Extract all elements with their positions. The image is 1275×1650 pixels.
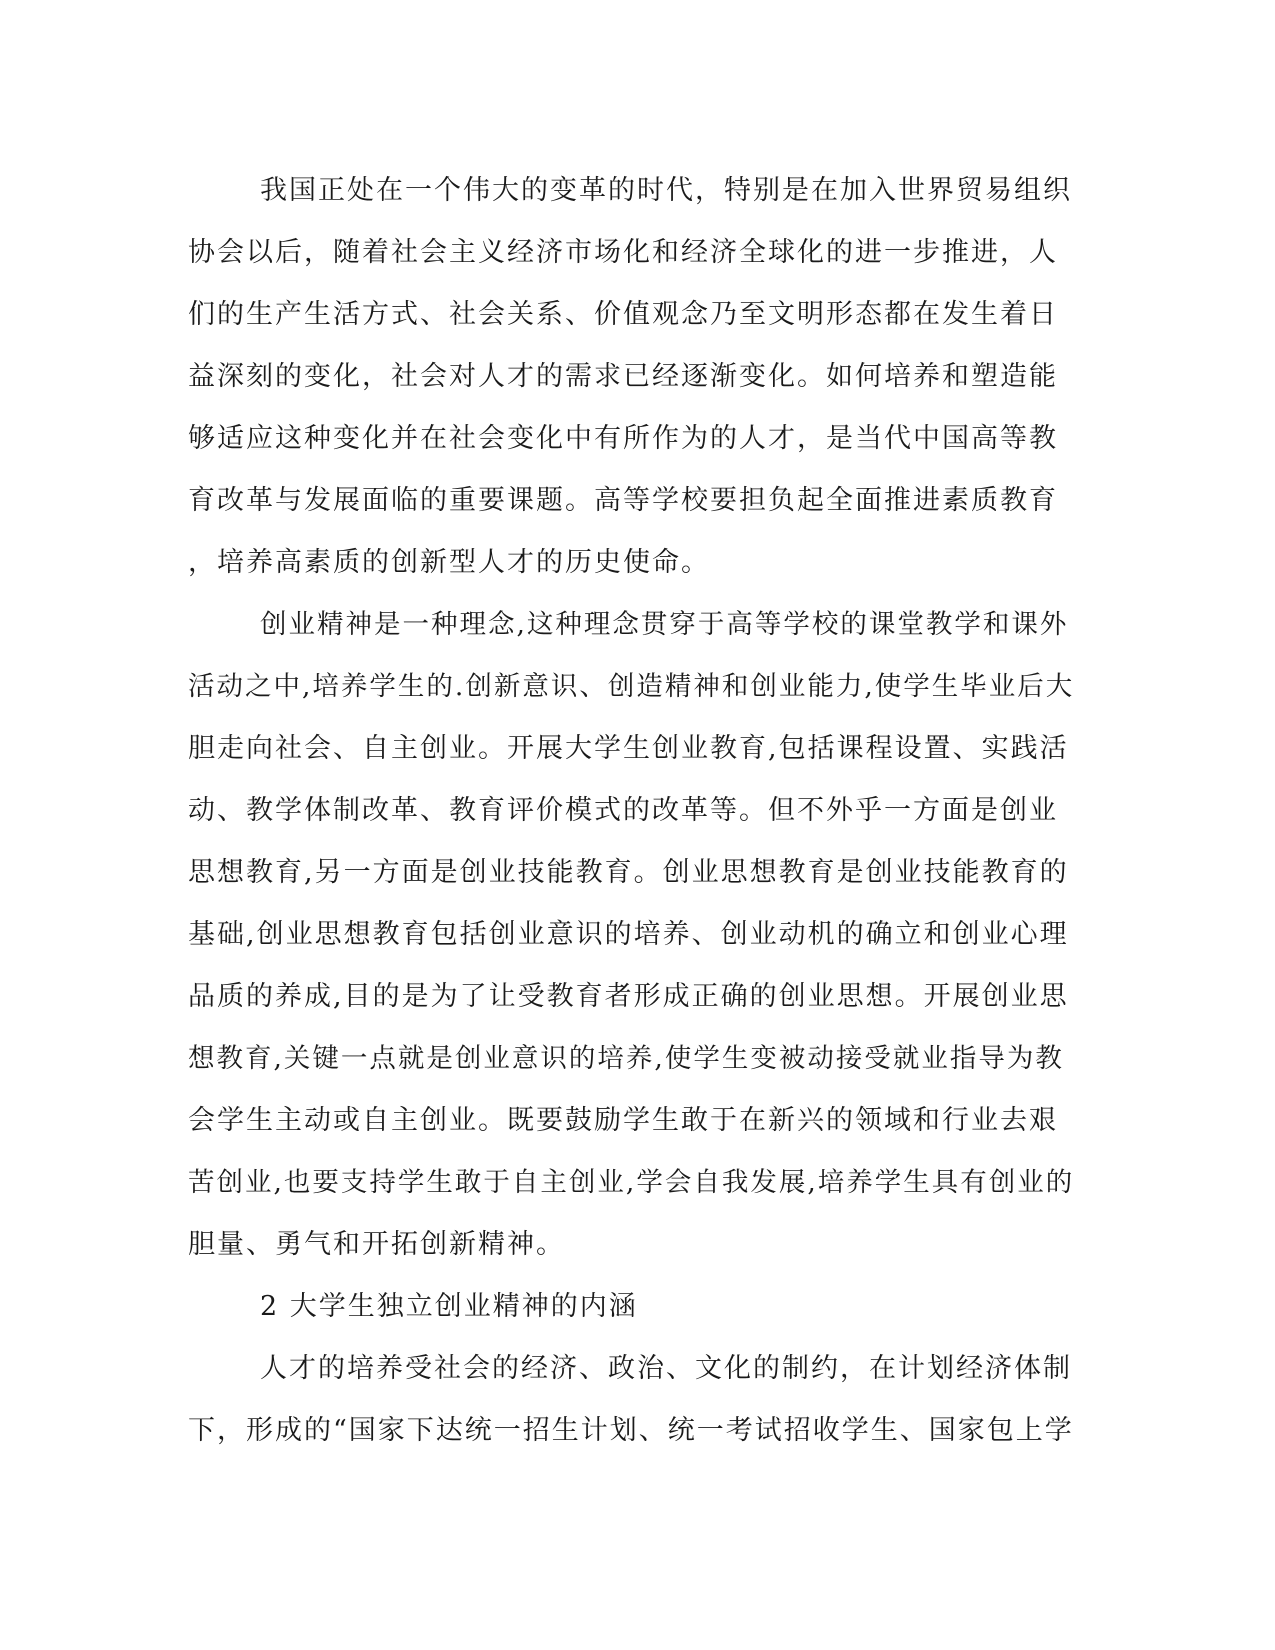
body-text bbox=[188, 160, 1078, 1462]
text-line: 下，形成的“国家下达统一招生计划、统一考试招收学生、国家包上学 bbox=[188, 1415, 1074, 1446]
text-line: 2 大学生独立创业精神的内涵 bbox=[260, 1291, 638, 1322]
text-line: 胆走向社会、自主创业。开展大学生创业教育,包括课程设置、实践活 bbox=[188, 733, 1069, 764]
text-line: 思想教育,另一方面是创业技能教育。创业思想教育是创业技能教育的 bbox=[188, 857, 1069, 888]
text-line: 创业精神是一种理念,这种理念贯穿于高等学校的课堂教学和课外 bbox=[260, 609, 1069, 640]
text-line: 活动之中,培养学生的.创新意识、创造精神和创业能力,使学生毕业后大 bbox=[188, 671, 1075, 702]
text-line: 会学生主动或自主创业。既要鼓励学生敢于在新兴的领域和行业去艰 bbox=[188, 1105, 1058, 1136]
text-line: ，培养高素质的创新型人才的历史使命。 bbox=[188, 547, 710, 578]
text-line: 协会以后，随着社会主义经济市场化和经济全球化的进一步推进，人 bbox=[188, 237, 1058, 268]
text-line: 想教育,关键一点就是创业意识的培养,使学生变被动接受就业指导为教 bbox=[188, 1043, 1064, 1074]
text-line: 育改革与发展面临的重要课题。高等学校要担负起全面推进素质教育 bbox=[188, 485, 1058, 516]
text-line: 胆量、勇气和开拓创新精神。 bbox=[188, 1229, 565, 1260]
text-line: 苦创业,也要支持学生敢于自主创业,学会自我发展,培养学生具有创业的 bbox=[188, 1167, 1075, 1198]
text-line: 基础,创业思想教育包括创业意识的培养、创业动机的确立和创业心理 bbox=[188, 919, 1069, 950]
text-line: 品质的养成,目的是为了让受教育者形成正确的创业思想。开展创业思 bbox=[188, 981, 1069, 1012]
text-line: 我国正处在一个伟大的变革的时代，特别是在加入世界贸易组织 bbox=[260, 175, 1072, 206]
text-line: 人才的培养受社会的经济、政治、文化的制约，在计划经济体制 bbox=[260, 1353, 1072, 1384]
text-line: 够适应这种变化并在社会变化中有所作为的人才，是当代中国高等教 bbox=[188, 423, 1058, 454]
text-line: 益深刻的变化，社会对人才的需求已经逐渐变化。如何培养和塑造能 bbox=[188, 361, 1058, 392]
text-line: 们的生产生活方式、社会关系、价值观念乃至文明形态都在发生着日 bbox=[188, 299, 1058, 330]
text-line: 动、教学体制改革、教育评价模式的改革等。但不外乎一方面是创业 bbox=[188, 795, 1058, 826]
